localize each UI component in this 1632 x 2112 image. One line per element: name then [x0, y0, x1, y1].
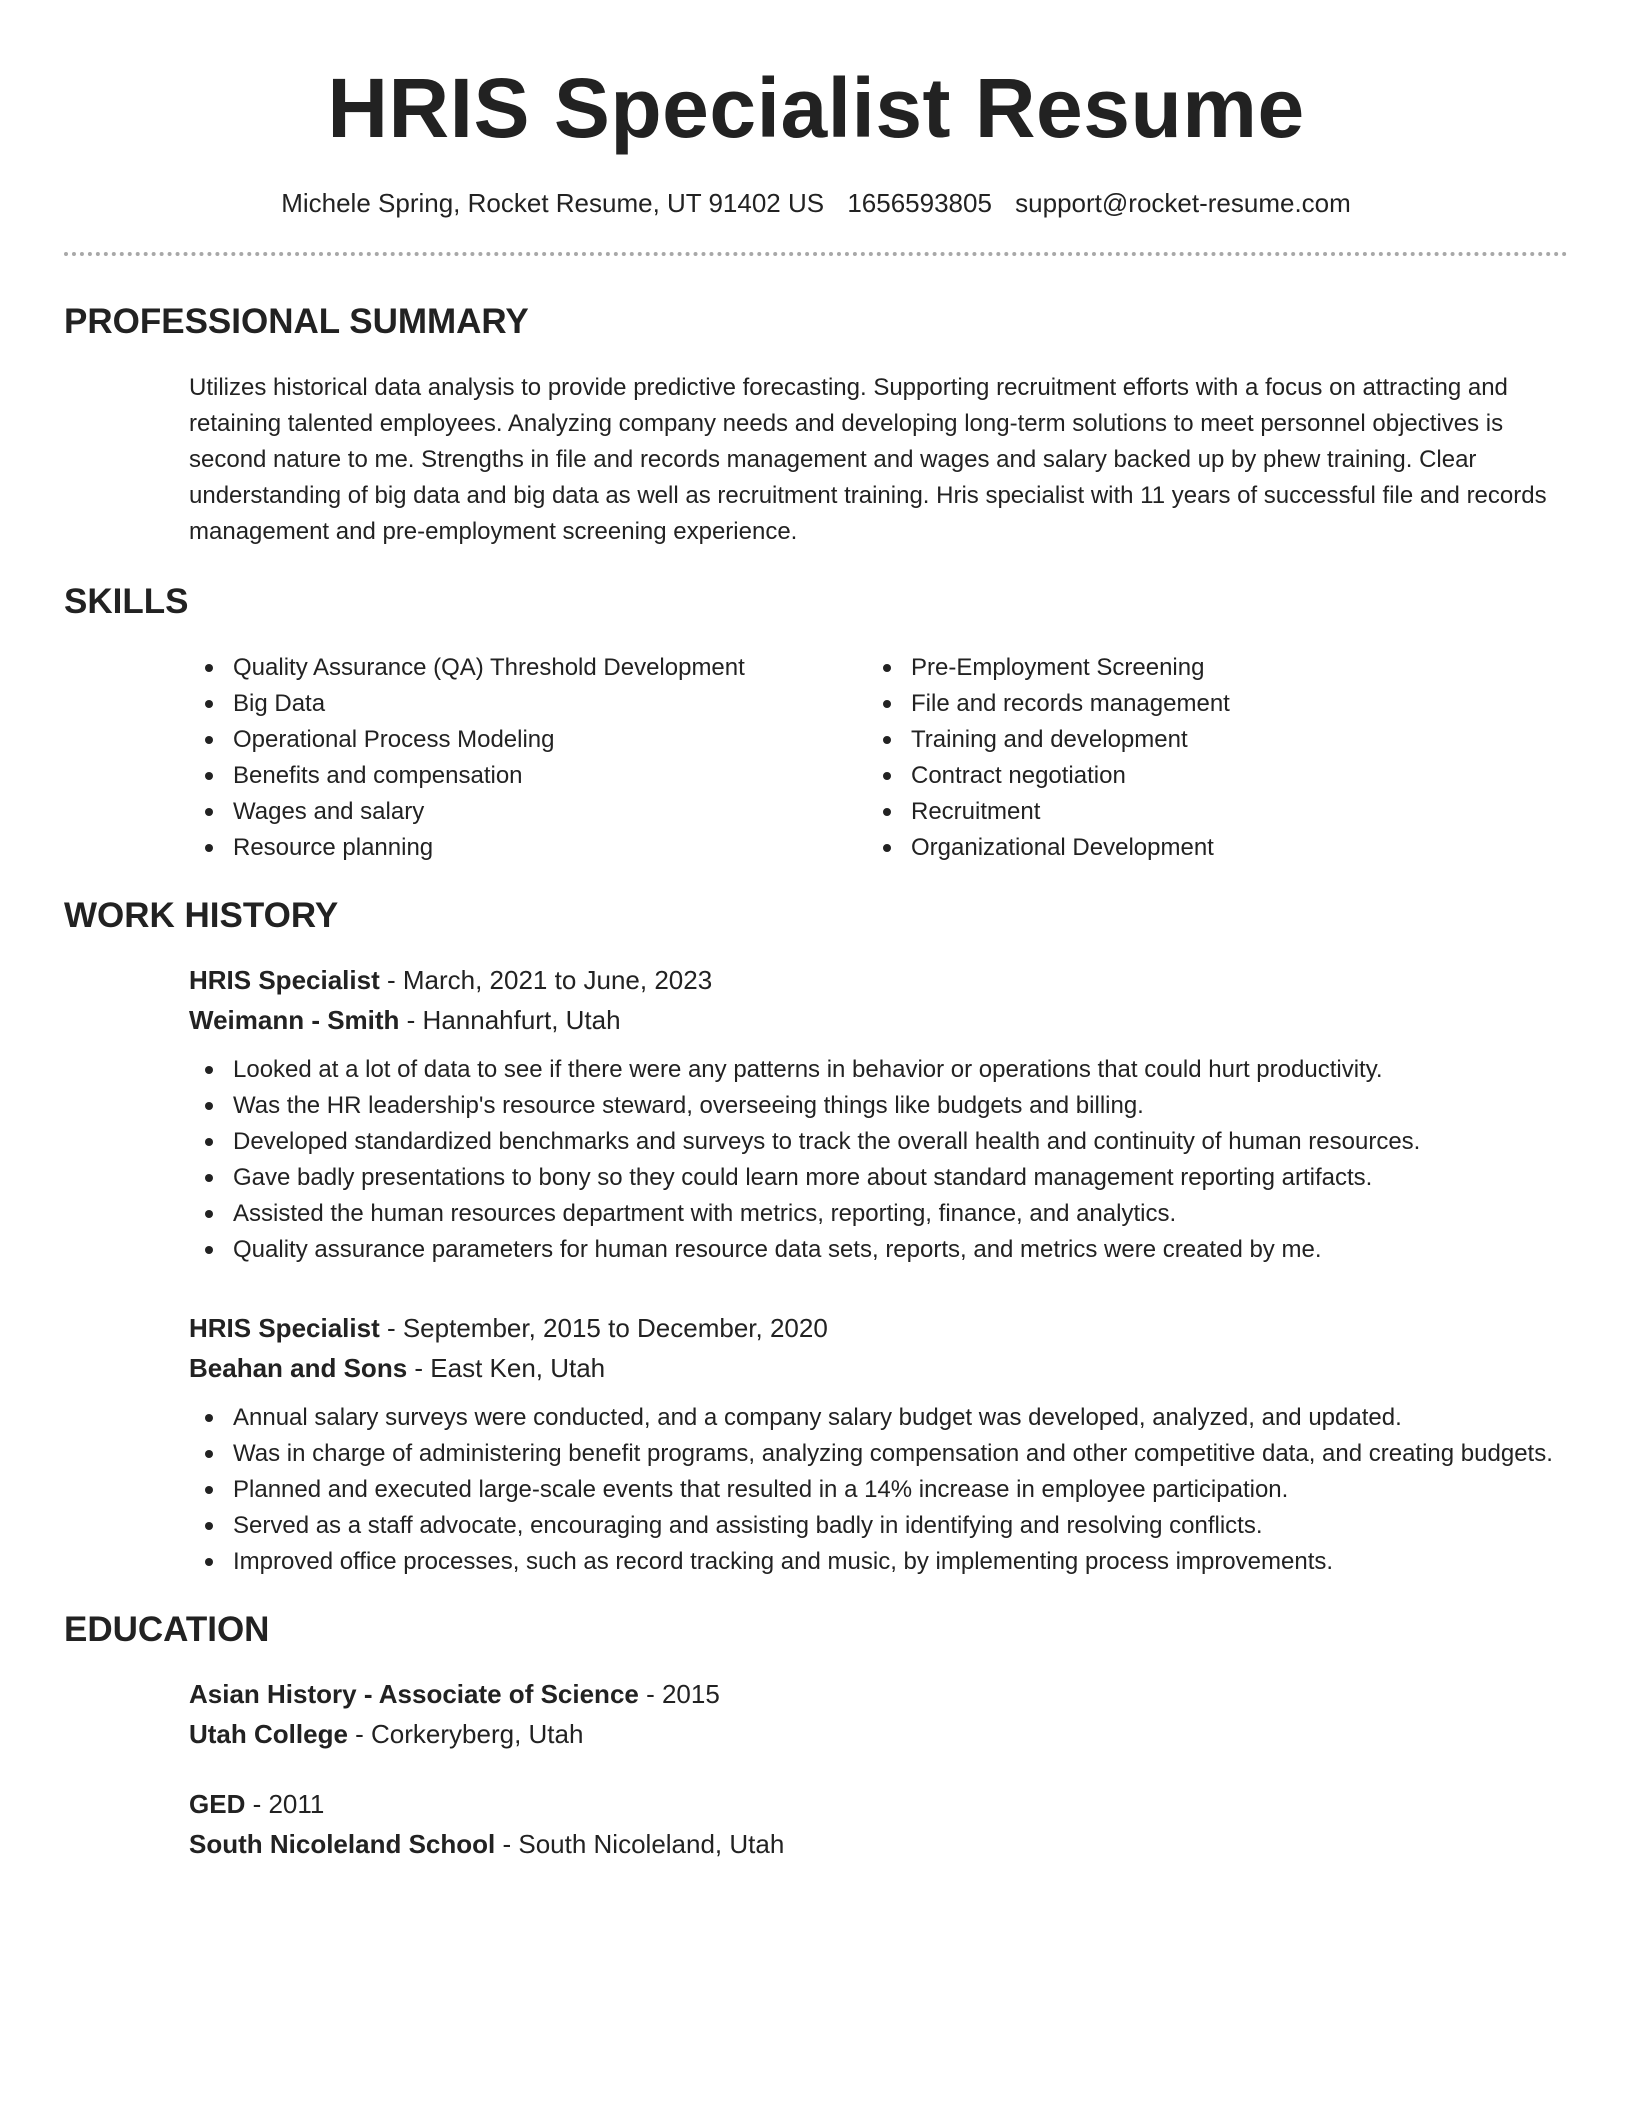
job-duty-item: Quality assurance parameters for human resource data sets, reports, and metrics were created by me. [189, 1232, 1568, 1268]
skills-column-left [189, 650, 867, 866]
education-school-line: South Nicoleland School - South Nicoleland, Utah [189, 1829, 785, 1859]
job-duty-item: Annual salary surveys were conducted, and a company salary budget was developed, analyzed, and updated. [189, 1400, 1568, 1436]
education-section [64, 1608, 1568, 1864]
skill-item: Pre-Employment Screening [867, 650, 1545, 686]
education-degree-line: Asian History - Associate of Science - 2015 [189, 1679, 720, 1709]
job-title: HRIS Specialist [189, 965, 380, 995]
job-title-line: HRIS Specialist - March, 2021 to June, 2023 [189, 965, 713, 995]
summary-heading: PROFESSIONAL SUMMARY [64, 302, 529, 341]
header-divider [64, 252, 1568, 256]
job-location: East Ken, Utah [430, 1353, 606, 1383]
job-title: HRIS Specialist [189, 1313, 380, 1343]
education-school: South Nicoleland School [189, 1829, 496, 1859]
skill-item: Contract negotiation [867, 758, 1545, 794]
education-degree: Asian History - Associate of Science [189, 1679, 639, 1709]
job-duty-item: Gave badly presentations to bony so they could learn more about standard management reporting artifacts. [189, 1160, 1568, 1196]
skill-item: Organizational Development [867, 830, 1545, 866]
contact-line [64, 186, 1568, 220]
job-title-line: HRIS Specialist - September, 2015 to December, 2020 [189, 1313, 828, 1343]
work-history-heading: WORK HISTORY [64, 896, 339, 935]
contact-address: Michele Spring, Rocket Resume, UT 91402 US [281, 188, 825, 218]
education-degree: GED [189, 1789, 246, 1819]
work-history-section [64, 894, 1568, 1580]
job-company: Weimann - Smith [189, 1005, 400, 1035]
skill-item: Wages and salary [189, 794, 867, 830]
education-school: Utah College [189, 1719, 348, 1749]
resume-title: HRIS Specialist Resume [327, 61, 1305, 155]
job-company-line: Weimann - Smith - Hannahfurt, Utah [189, 1005, 621, 1035]
summary-text: Utilizes historical data analysis to provide predictive forecasting. Supporting recruitment efforts with a focus on attracting and retaining talented employees. Analyzing company needs and developing long-term solutions to meet personnel objectives is second nature to me. Strengths in file and records management and wages and salary backed up by phew training. Clear understanding of big data and big data as well as recruitment training. Hris specialist with 11 years of successful file and records management and pre-employment screening experience. [189, 374, 1547, 545]
skill-item: Training and development [867, 722, 1545, 758]
job-duties-list [189, 1052, 1568, 1268]
education-entry [189, 1784, 1568, 1864]
job-duty-item: Assisted the human resources department with metrics, reporting, finance, and analytics. [189, 1196, 1568, 1232]
contact-email: support@rocket-resume.com [1015, 188, 1351, 218]
job-duty-item: Looked at a lot of data to see if there were any patterns in behavior or operations that could hurt productivity. [189, 1052, 1568, 1088]
education-location: South Nicoleland, Utah [518, 1829, 785, 1859]
skills-section [64, 580, 1568, 866]
education-heading: EDUCATION [64, 1610, 270, 1649]
skills-heading: SKILLS [64, 582, 189, 621]
job-dates: March, 2021 to June, 2023 [402, 965, 713, 995]
contact-phone: 1656593805 [847, 188, 992, 218]
job-duty-item: Planned and executed large-scale events that resulted in a 14% increase in employee participation. [189, 1472, 1568, 1508]
job-duty-item: Was in charge of administering benefit programs, analyzing compensation and other competitive data, and creating budgets. [189, 1436, 1568, 1472]
education-year: 2011 [268, 1789, 325, 1819]
job-duty-item: Served as a staff advocate, encouraging and assisting badly in identifying and resolving conflicts. [189, 1508, 1568, 1544]
education-year: 2015 [661, 1679, 720, 1709]
skill-item: Quality Assurance (QA) Threshold Development [189, 650, 867, 686]
skills-grid [189, 650, 1568, 866]
job-company: Beahan and Sons [189, 1353, 408, 1383]
skill-item: Recruitment [867, 794, 1545, 830]
education-entry [189, 1674, 1568, 1754]
skill-item: Benefits and compensation [189, 758, 867, 794]
job-company-line: Beahan and Sons - East Ken, Utah [189, 1353, 606, 1383]
skill-item: File and records management [867, 686, 1545, 722]
skill-item: Resource planning [189, 830, 867, 866]
skill-item: Big Data [189, 686, 867, 722]
summary-section [64, 300, 1568, 550]
job-entry [189, 1308, 1568, 1580]
skills-column-right [867, 650, 1545, 866]
job-entry [189, 960, 1568, 1268]
education-degree-line: GED - 2011 [189, 1789, 325, 1819]
education-location: Corkeryberg, Utah [371, 1719, 584, 1749]
job-duties-list [189, 1400, 1568, 1580]
education-school-line: Utah College - Corkeryberg, Utah [189, 1719, 584, 1749]
skill-item: Operational Process Modeling [189, 722, 867, 758]
job-duty-item: Developed standardized benchmarks and surveys to track the overall health and continuity of human resources. [189, 1124, 1568, 1160]
job-location: Hannahfurt, Utah [422, 1005, 621, 1035]
job-dates: September, 2015 to December, 2020 [402, 1313, 828, 1343]
job-duty-item: Was the HR leadership's resource steward, overseeing things like budgets and billing. [189, 1088, 1568, 1124]
job-duty-item: Improved office processes, such as record tracking and music, by implementing process improvements. [189, 1544, 1568, 1580]
